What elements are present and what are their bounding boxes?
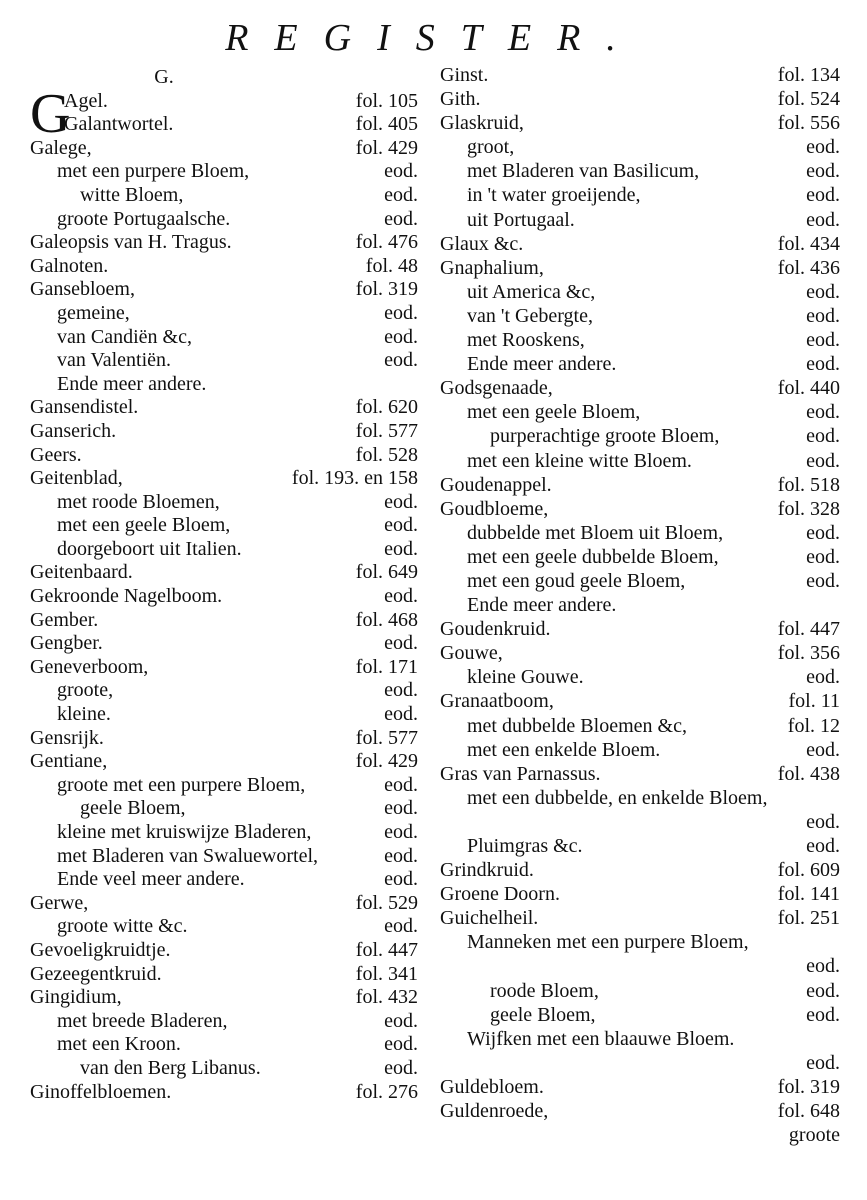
entry-term: Pluimgras &c. [467, 835, 583, 857]
index-entry [30, 609, 418, 633]
entry-term: Gouwe, [440, 642, 503, 665]
index-entry [440, 1075, 840, 1099]
entry-term: met een geele Bloem, [467, 401, 641, 424]
entry-folio-reference: fol. 436 [777, 256, 840, 279]
entry-folio-reference: eod. [384, 821, 418, 843]
entry-folio-reference: eod. [384, 301, 418, 324]
index-entry [440, 497, 840, 521]
entry-folio-reference: fol. 328 [777, 497, 840, 520]
entry-term: Ginoffelbloemen. [30, 1080, 172, 1103]
index-column-left [30, 66, 418, 1104]
entry-folio-reference: eod. [384, 514, 418, 537]
entry-folio-reference: eod. [806, 184, 840, 207]
entry-folio-reference: fol. 319 [777, 1075, 840, 1098]
entry-term: witte Bloem, [80, 183, 184, 206]
entry-term: Geers. [30, 443, 82, 466]
entry-folio-reference: eod. [384, 490, 418, 513]
entry-folio-reference: eod. [806, 353, 840, 376]
entry-term: gemeine, [57, 301, 130, 324]
entry-term: Godsgenaade, [440, 377, 553, 400]
entry-term: Guichelheil. [440, 907, 539, 930]
index-entry [440, 738, 840, 762]
index-column-right [440, 63, 840, 1147]
index-entry [30, 845, 418, 869]
index-entry [30, 1033, 418, 1057]
entry-term: kleine. [57, 703, 111, 726]
entry-folio-reference: eod. [806, 304, 840, 327]
index-entry [30, 750, 418, 774]
entry-folio-reference: eod. [384, 325, 418, 348]
entry-term: met dubbelde Bloemen &c, [467, 714, 687, 737]
index-entry [30, 986, 418, 1010]
entry-term: in 't water groeijende, [467, 184, 641, 207]
entry-folio-reference: eod. [806, 1003, 840, 1026]
entry-folio-reference: eod. [384, 183, 418, 206]
entry-term: doorgeboort uit Italien. [57, 537, 242, 560]
entry-term: Ende meer andere. [467, 594, 617, 617]
index-entry [30, 821, 418, 845]
entry-folio-reference: fol. 429 [355, 750, 418, 773]
entry-term: dubbelde met Bloem uit Bloem, [467, 521, 724, 544]
entry-term: Glaux &c. [440, 232, 524, 255]
entry-folio-reference: eod. [384, 207, 418, 230]
index-entry [30, 892, 418, 916]
entry-term: met Bladeren van Swaluewortel, [57, 844, 319, 867]
entry-folio-reference: eod. [384, 537, 418, 560]
index-entry [440, 979, 840, 1003]
index-entry [440, 858, 840, 882]
entry-term: Galege, [30, 136, 92, 159]
entry-term: Galeopsis van H. Tragus. [30, 231, 232, 254]
entry-term: groot, [467, 136, 515, 159]
entry-folio-reference: eod. [806, 280, 840, 303]
entry-term: Manneken met een purpere Bloem, [467, 931, 749, 954]
entry-term: geele Bloem, [80, 797, 186, 820]
index-entry [30, 538, 418, 562]
entry-term: Goudbloeme, [440, 497, 549, 520]
entry-term: roode Bloem, [490, 979, 599, 1002]
entry-term: geele Bloem, [490, 1003, 596, 1026]
entry-term: met een geele Bloem, [57, 514, 231, 537]
index-entry [440, 1123, 840, 1147]
entry-term: Granaatboom, [440, 690, 554, 713]
entry-term: purperachtige groote Bloem, [490, 425, 720, 448]
index-entry [30, 326, 418, 350]
entry-folio-reference: eod. [806, 208, 840, 231]
entry-term: Gensrijk. [30, 726, 104, 749]
entry-folio-reference: eod. [806, 979, 840, 1002]
entry-folio-reference: fol. 434 [777, 232, 840, 255]
entry-term: met een goud geele Bloem, [467, 569, 686, 592]
entry-term: groote Portugaalsche. [57, 207, 231, 230]
entry-term: Guldebloem. [440, 1075, 544, 1098]
entry-folio-reference: eod. [384, 585, 418, 608]
index-entry [440, 304, 840, 328]
entry-folio-reference: eod. [806, 425, 840, 448]
index-entry [440, 545, 840, 569]
index-entry [30, 561, 418, 585]
entry-folio-reference: groote [788, 1124, 840, 1147]
index-entry [440, 521, 840, 545]
entry-term: Gengber. [30, 632, 103, 655]
index-entry [440, 400, 840, 424]
index-entry [440, 376, 840, 400]
drop-initial: G [30, 82, 71, 145]
index-entry [440, 810, 840, 834]
index-entry [30, 774, 418, 798]
entry-folio-reference: fol. 341 [355, 962, 418, 985]
index-entry [440, 617, 840, 641]
entry-folio-reference: fol. 171 [355, 655, 418, 678]
entry-folio-reference: fol. 440 [777, 377, 840, 400]
index-entry [440, 87, 840, 111]
entry-term: Grindkruid. [440, 859, 534, 882]
entry-folio-reference: fol. 48 [365, 254, 418, 277]
index-entry [440, 1099, 840, 1123]
entry-term: met Bladeren van Basilicum, [467, 160, 700, 183]
entry-term: Galantwortel. [64, 113, 174, 136]
index-entry [440, 786, 840, 810]
index-entry [30, 939, 418, 963]
index-entry [30, 113, 418, 137]
index-entry [440, 954, 840, 978]
index-entry [30, 703, 418, 727]
entry-term: Glaskruid, [440, 112, 524, 135]
entry-term: met een Kroon. [57, 1033, 181, 1056]
entry-folio-reference: fol. 251 [777, 907, 840, 930]
index-entry [30, 963, 418, 987]
index-entry [440, 593, 840, 617]
entry-term: met een geele dubbelde Bloem, [467, 545, 719, 568]
entry-folio-reference: eod. [384, 1033, 418, 1056]
entry-folio-reference: eod. [806, 835, 840, 857]
entry-folio-reference: fol. 193. en 158 [291, 467, 418, 490]
index-entry [440, 232, 840, 256]
entry-folio-reference: eod. [806, 449, 840, 472]
entry-term: Gerwe, [30, 891, 89, 914]
index-entry [440, 665, 840, 689]
entry-term: met breede Bladeren, [57, 1009, 228, 1032]
entry-term: Gansebloem, [30, 278, 135, 301]
index-entry [30, 679, 418, 703]
index-entry [30, 491, 418, 515]
entry-folio-reference: eod. [384, 349, 418, 372]
index-entry [440, 569, 840, 593]
index-entry [30, 420, 418, 444]
entry-folio-reference: fol. 447 [355, 938, 418, 961]
entry-folio-reference: eod. [806, 1051, 840, 1074]
index-entry [30, 208, 418, 232]
entry-folio-reference: fol. 620 [355, 396, 418, 419]
index-entry [30, 1010, 418, 1034]
index-entry [30, 160, 418, 184]
entry-folio-reference: eod. [806, 569, 840, 592]
index-entry [30, 1081, 418, 1105]
index-entry [440, 762, 840, 786]
entry-term: met een purpere Bloem, [57, 160, 250, 183]
index-entry [440, 714, 840, 738]
entry-term: Ginst. [440, 64, 489, 86]
entry-term: Geitenblad, [30, 467, 123, 490]
entry-folio-reference: fol. 432 [355, 986, 418, 1009]
index-entry [440, 63, 840, 87]
entry-term: kleine Gouwe. [467, 666, 584, 689]
entry-folio-reference: eod. [806, 545, 840, 568]
entry-term: met een kleine witte Bloem. [467, 449, 692, 472]
entry-folio-reference: eod. [806, 160, 840, 183]
index-entry [30, 255, 418, 279]
entry-term: kleine met kruiswijze Bladeren, [57, 821, 312, 843]
index-entry [30, 514, 418, 538]
index-entry [30, 656, 418, 680]
entry-folio-reference: fol. 528 [355, 443, 418, 466]
entry-term: Ende meer andere. [57, 372, 207, 395]
index-entry [440, 159, 840, 183]
entry-folio-reference: fol. 12 [787, 714, 840, 737]
entry-term: Gith. [440, 88, 481, 111]
entry-term: Agel. [64, 89, 108, 112]
index-entry [440, 834, 840, 858]
heading-text: G. [154, 66, 174, 88]
index-entry [30, 797, 418, 821]
index-entry [30, 373, 418, 397]
entry-folio-reference: eod. [384, 844, 418, 867]
entry-term: Ende veel meer andere. [57, 868, 245, 891]
entry-term: Ende meer andere. [467, 353, 617, 376]
entry-folio-reference: eod. [384, 915, 418, 938]
entry-folio-reference: eod. [806, 738, 840, 761]
index-entry [30, 137, 418, 161]
index-entry [30, 444, 418, 468]
entry-folio-reference: fol. 11 [788, 690, 840, 713]
entry-folio-reference: fol. 577 [355, 726, 418, 749]
entry-folio-reference: fol. 429 [355, 136, 418, 159]
index-entry [440, 689, 840, 713]
entry-folio-reference: eod. [806, 521, 840, 544]
entry-term: groote met een purpere Bloem, [57, 773, 306, 796]
entry-term: Ganserich. [30, 419, 117, 442]
index-entry [440, 882, 840, 906]
index-entry [30, 231, 418, 255]
entry-term: Groene Doorn. [440, 883, 560, 906]
entry-term: van 't Gebergte, [467, 304, 593, 327]
entry-term: uit Portugaal. [467, 208, 575, 231]
entry-folio-reference: fol. 556 [777, 112, 840, 135]
index-entry [440, 641, 840, 665]
entry-term: Geitenbaard. [30, 561, 133, 584]
entry-folio-reference: fol. 609 [777, 859, 840, 882]
entry-term: van den Berg Libanus. [80, 1056, 261, 1079]
index-entry [440, 256, 840, 280]
entry-folio-reference: fol. 134 [777, 64, 840, 86]
entry-term: Gnaphalium, [440, 256, 544, 279]
index-entry [440, 183, 840, 207]
entry-term: Gezeegentkruid. [30, 962, 162, 985]
entry-folio-reference: eod. [384, 703, 418, 726]
section-letter-heading [30, 66, 418, 90]
entry-term: Gekroonde Nagelboom. [30, 585, 223, 608]
entry-folio-reference: eod. [806, 666, 840, 689]
entry-term: met een dubbelde, en enkelde Bloem, [467, 786, 768, 809]
entry-term: van Candiën &c, [57, 325, 192, 348]
index-entry [30, 349, 418, 373]
entry-folio-reference: fol. 649 [355, 561, 418, 584]
entry-term: Guldenroede, [440, 1100, 549, 1123]
entry-term: Geneverboom, [30, 655, 149, 678]
index-entry [30, 915, 418, 939]
entry-term: met roode Bloemen, [57, 490, 220, 513]
entry-folio-reference: eod. [384, 1009, 418, 1032]
index-entry [440, 280, 840, 304]
entry-term: uit America &c, [467, 280, 596, 303]
entry-folio-reference: fol. 468 [355, 608, 418, 631]
entry-term: groote, [57, 679, 114, 702]
index-entry [30, 184, 418, 208]
index-entry [30, 1057, 418, 1081]
index-entry [440, 424, 840, 448]
entry-term: met een enkelde Bloem. [467, 738, 661, 761]
entry-term: groote witte &c. [57, 915, 188, 938]
index-entry [440, 135, 840, 159]
entry-term: Gentiane, [30, 750, 108, 773]
entry-folio-reference: fol. 276 [355, 1080, 418, 1103]
entry-term: Gansendistel. [30, 396, 139, 419]
entry-folio-reference: eod. [384, 797, 418, 820]
entry-term: Gras van Parnassus. [440, 762, 601, 785]
index-entry [30, 396, 418, 420]
entry-folio-reference: fol. 405 [355, 113, 418, 136]
entry-term: Wijfken met een blaauwe Bloem. [467, 1027, 735, 1050]
entry-folio-reference: fol. 518 [777, 473, 840, 496]
index-entry [440, 449, 840, 473]
index-entry [30, 868, 418, 892]
entry-folio-reference: fol. 529 [355, 891, 418, 914]
index-entry [440, 1051, 840, 1075]
index-entry [30, 302, 418, 326]
index-entry [440, 473, 840, 497]
index-entry [30, 585, 418, 609]
entry-folio-reference: eod. [806, 329, 840, 352]
index-entry [440, 906, 840, 930]
entry-folio-reference: fol. 105 [355, 89, 418, 112]
entry-term: Gevoeligkruidtje. [30, 938, 171, 961]
entry-folio-reference: fol. 524 [777, 88, 840, 111]
entry-term: Goudenkruid. [440, 618, 551, 641]
entry-folio-reference: eod. [384, 773, 418, 796]
entry-term: Galnoten. [30, 254, 109, 277]
entry-folio-reference: eod. [384, 632, 418, 655]
page-title: REGISTER. [225, 17, 642, 59]
entry-folio-reference: fol. 319 [355, 278, 418, 301]
index-entry [440, 208, 840, 232]
entry-term: Gember. [30, 608, 99, 631]
entry-folio-reference: fol. 438 [777, 762, 840, 785]
index-entry [30, 467, 418, 491]
entry-folio-reference: eod. [806, 401, 840, 424]
entry-folio-reference: fol. 356 [777, 642, 840, 665]
entry-folio-reference: eod. [384, 1056, 418, 1079]
entry-term: met Rooskens, [467, 329, 585, 352]
entry-term: van Valentiën. [57, 349, 172, 372]
index-entry [440, 111, 840, 135]
entry-folio-reference: eod. [384, 160, 418, 183]
index-entry [30, 632, 418, 656]
entry-folio-reference: eod. [384, 868, 418, 891]
index-entry [440, 1003, 840, 1027]
index-entry [440, 352, 840, 376]
entry-folio-reference: fol. 447 [777, 618, 840, 641]
entry-folio-reference: eod. [384, 679, 418, 702]
entry-term: Goudenappel. [440, 473, 552, 496]
entry-folio-reference: fol. 141 [777, 883, 840, 906]
entry-folio-reference: fol. 577 [355, 419, 418, 442]
index-entry [30, 278, 418, 302]
entry-folio-reference: eod. [806, 136, 840, 159]
entry-folio-reference: fol. 648 [777, 1100, 840, 1123]
index-entry [30, 727, 418, 751]
entry-term: Gingidium, [30, 986, 122, 1009]
entry-folio-reference: fol. 476 [355, 231, 418, 254]
entry-folio-reference: eod. [806, 810, 840, 833]
entry-folio-reference: eod. [806, 955, 840, 978]
index-entry [440, 930, 840, 954]
index-entry [440, 328, 840, 352]
index-entry [440, 1027, 840, 1051]
